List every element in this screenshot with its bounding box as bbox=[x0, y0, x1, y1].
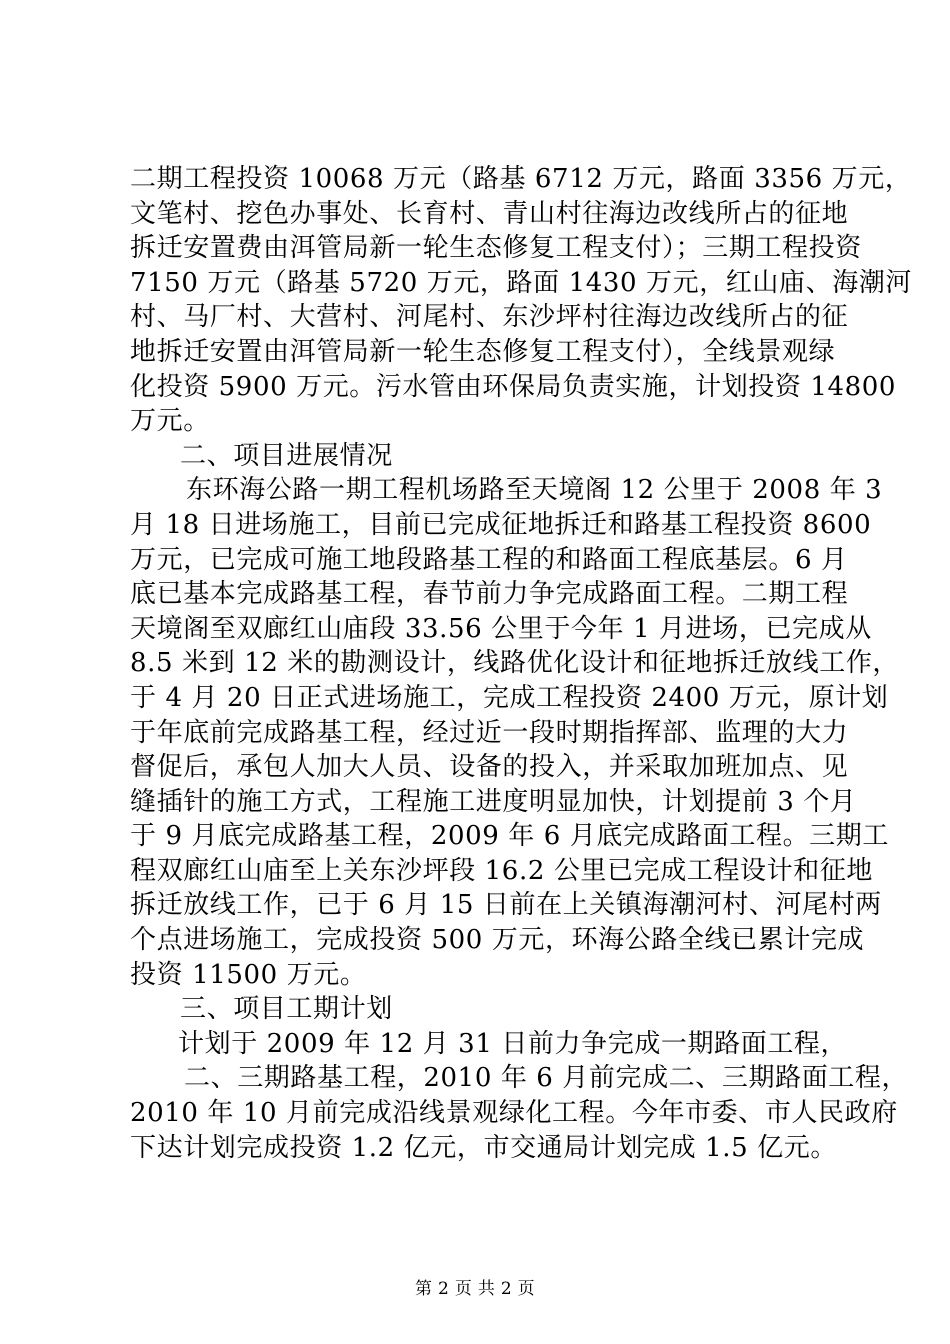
section-heading-schedule: 三、项目工期计划 bbox=[180, 994, 393, 1025]
text-line: 村、马厂村、大营村、河尾村、东沙坪村往海边改线所占的征 bbox=[130, 302, 849, 333]
text-line: 2010 年 10 月前完成沿线景观绿化工程。今年市委、市人民政府 bbox=[130, 1098, 898, 1129]
text-line: 拆迁放线工作，已于 6 月 15 日前在上关镇海潮河村、河尾村两 bbox=[130, 890, 882, 921]
text-line: 东环海公路一期工程机场路至天境阁 12 公里于 2008 年 3 bbox=[186, 475, 883, 506]
text-line: 于 4 月 20 日正式进场施工，完成工程投资 2400 万元，原计划 bbox=[130, 682, 889, 713]
text-line: 地拆迁安置由洱管局新一轮生态修复工程支付），全线景观绿 bbox=[130, 336, 836, 367]
text-line: 下达计划完成投资 1.2 亿元，市交通局计划完成 1.5 亿元。 bbox=[130, 1132, 837, 1163]
text-line: 缝插针的施工方式，工程施工进度明显加快，计划提前 3 个月 bbox=[130, 786, 857, 817]
text-line: 万元，已完成可施工地段路基工程的和路面工程底基层。6 月 bbox=[130, 544, 848, 575]
text-line: 万元。 bbox=[130, 406, 210, 437]
text-line: 个点进场施工，完成投资 500 万元，环海公路全线已累计完成 bbox=[130, 925, 865, 956]
text-line: 天境阁至双廊红山庙段 33.56 公里于今年 1 月进场，已完成从 bbox=[130, 613, 872, 644]
text-line: 7150 万元（路基 5720 万元，路面 1430 万元，红山庙、海潮河 bbox=[130, 267, 913, 298]
text-line: 文笔村、挖色办事处、长育村、青山村往海边改线所占的征地 bbox=[130, 198, 849, 229]
text-line: 8.5 米到 12 米的勘测设计，线路优化设计和征地拆迁放线工作， bbox=[130, 648, 900, 679]
section-heading-progress: 二、项目进展情况 bbox=[180, 440, 393, 471]
text-line: 于 9 月底完成路基工程，2009 年 6 月底完成路面工程。三期工 bbox=[130, 821, 889, 852]
text-line: 督促后，承包人加大人员、设备的投入，并采取加班加点、见 bbox=[130, 752, 849, 783]
text-line: 投资 11500 万元。 bbox=[130, 959, 367, 990]
page-footer: 第 2 页 共 2 页 bbox=[415, 1279, 535, 1299]
text-line: 拆迁安置费由洱管局新一轮生态修复工程支付）；三期工程投资 bbox=[130, 233, 862, 264]
text-line: 程双廊红山庙至上关东沙坪段 16.2 公里已完成工程设计和征地 bbox=[130, 855, 874, 886]
text-line: 二、三期路基工程，2010 年 6 月前完成二、三期路面工程， bbox=[184, 1063, 909, 1094]
text-line: 计划于 2009 年 12 月 31 日前力争完成一期路面工程， bbox=[178, 1028, 848, 1059]
text-line: 月 18 日进场施工，目前已完成征地拆迁和路基工程投资 8600 bbox=[130, 509, 872, 540]
text-line: 化投资 5900 万元。污水管由环保局负责实施，计划投资 14800 bbox=[130, 371, 897, 402]
text-line: 二期工程投资 10068 万元（路基 6712 万元，路面 3356 万元， bbox=[130, 164, 912, 194]
document-body bbox=[130, 162, 913, 1165]
text-line: 底已基本完成路基工程，春节前力争完成路面工程。二期工程 bbox=[130, 579, 849, 610]
text-line: 于年底前完成路基工程，经过近一段时期指挥部、监理的大力 bbox=[130, 717, 849, 748]
